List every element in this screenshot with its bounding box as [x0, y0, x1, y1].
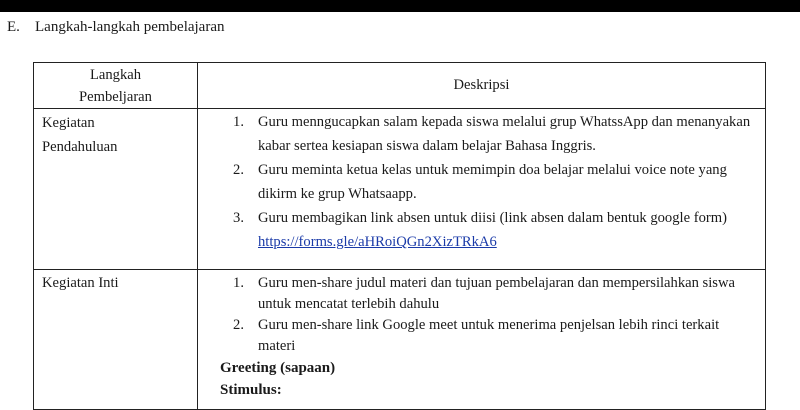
list-item: 3. Guru membagikan link absen untuk diisi (link absen dalam bentuk google form) https://forms.gle/aHRoiQGn2XizTRkA6 [233, 210, 727, 250]
description-list [198, 270, 765, 357]
greeting-label: Greeting (sapaan) [220, 360, 336, 376]
stage-cell: Kegiatan Inti [34, 270, 198, 410]
description-cell [198, 270, 766, 410]
cut-off-line [198, 401, 765, 409]
description-list [198, 109, 765, 254]
list-item: 1. Guru menngucapkan salam kepada siswa melalui grup WhatssApp dan menanyakan kabar sertea kesiapan siswa dalam belajar Bahasa Inggris. [233, 114, 751, 154]
list-item: 1. Guru men-share judul materi dan tujuan pembelajaran dan mempersilahkan siswa untuk mencatat terlebih dahulu [233, 275, 735, 312]
stimulus-label: Stimulus: [220, 382, 282, 398]
list-item: 2. Guru meminta ketua kelas untuk memimpin doa belajar melalui voice note yang dikirm ke grup Whatsaapp. [233, 162, 727, 202]
top-black-bar [0, 0, 800, 12]
header-langkah: Langkah Pembeljaran [34, 63, 198, 109]
stage-cell: Kegiatan Pendahuluan [34, 109, 198, 270]
description-cell [198, 109, 766, 270]
attendance-form-link[interactable]: https://forms.gle/aHRoiQGn2XizTRkA6 [258, 234, 497, 250]
section-heading [7, 19, 225, 36]
header-deskripsi: Deskripsi [198, 63, 766, 109]
table-header-row [34, 63, 766, 109]
learning-steps-table [33, 62, 766, 410]
section-title: Langkah-langkah pembelajaran [35, 19, 225, 35]
list-item: 2. Guru men-share link Google meet untuk menerima penjelsan lebih rinci terkait materi [233, 317, 720, 354]
table-row [34, 109, 766, 270]
section-letter: E. [7, 19, 20, 35]
table-row [34, 270, 766, 410]
